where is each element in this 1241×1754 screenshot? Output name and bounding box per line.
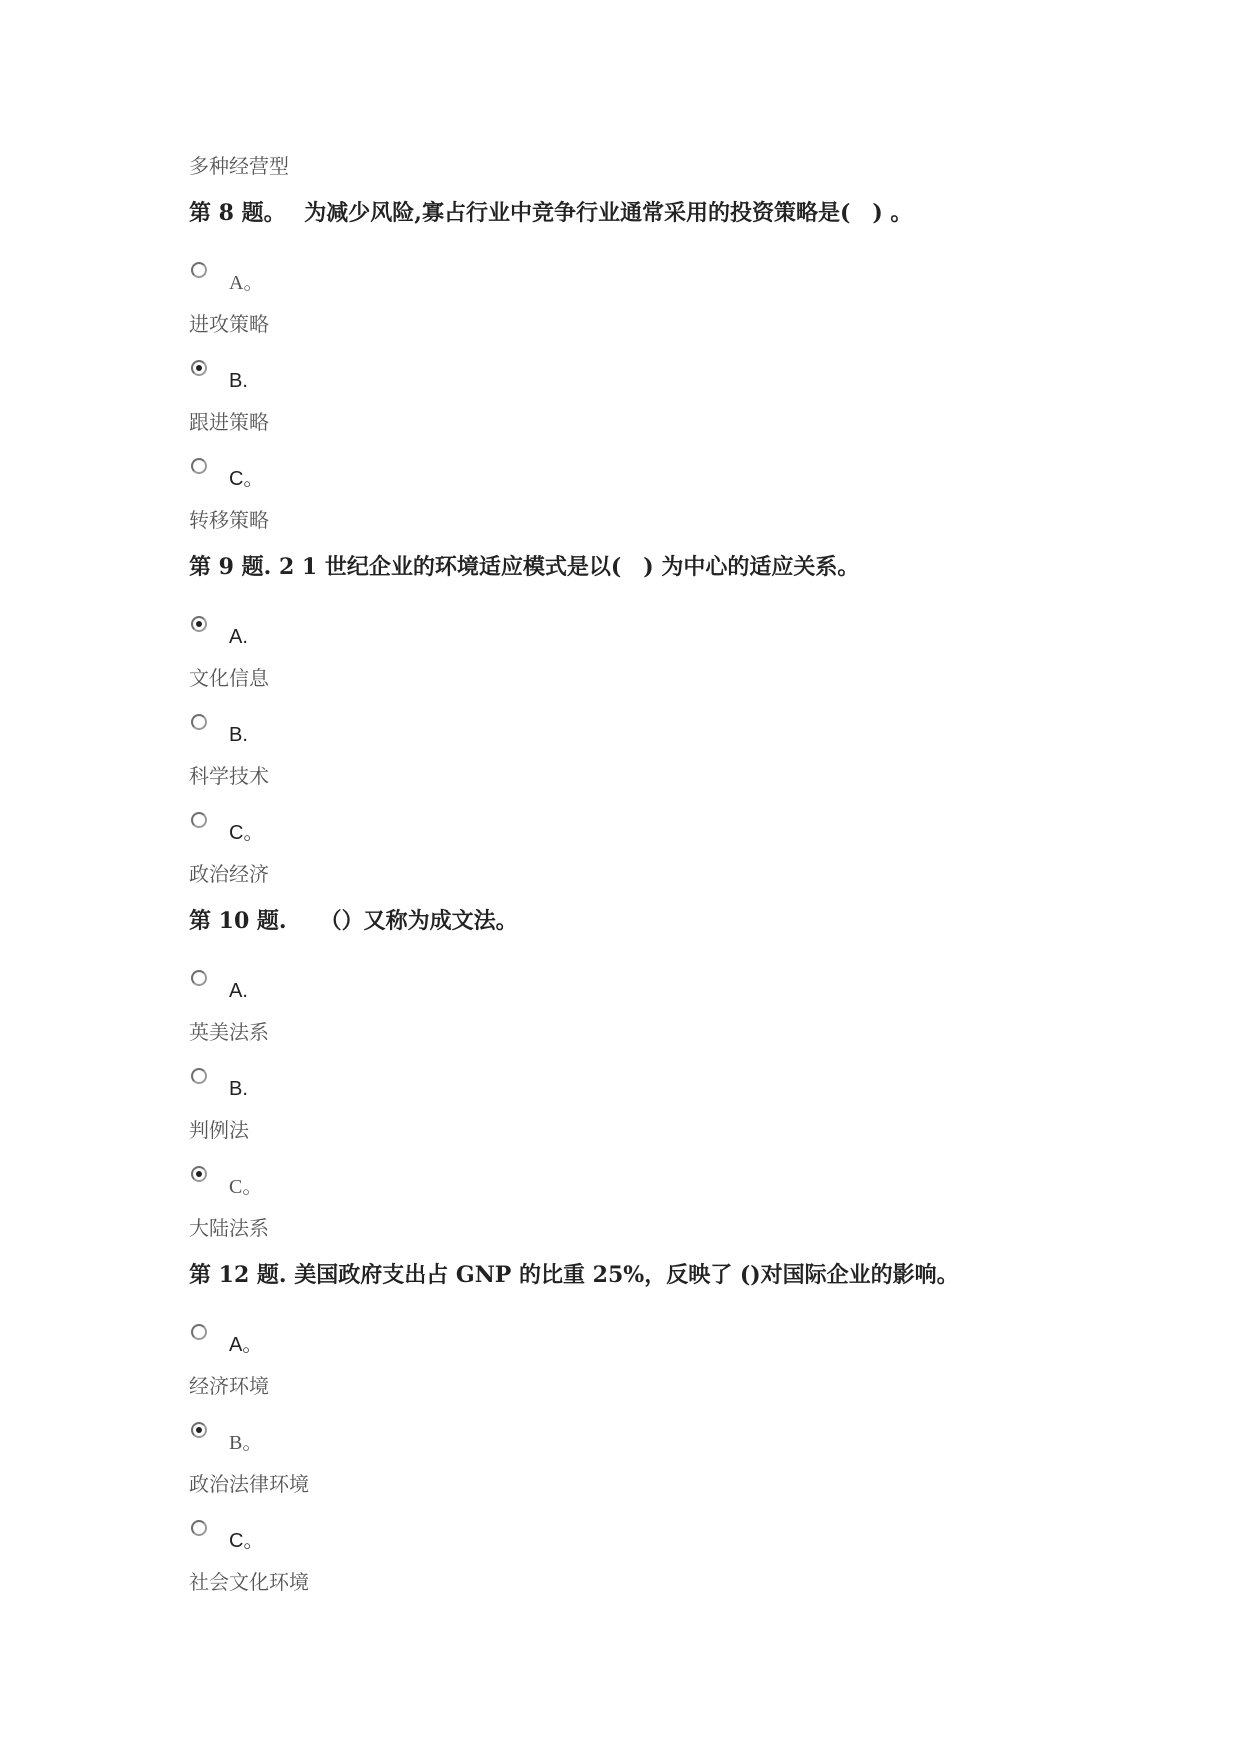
q12-option-b-text: 政治法律环境 <box>189 1472 309 1496</box>
q10-option-a-text: 英美法系 <box>189 1020 269 1044</box>
q9-option-c-radio[interactable] <box>191 812 207 828</box>
question-8-title: 第 8 题。 为减少风险,寡占行业中竞争行业通常采用的投资策略是( ) 。 <box>189 200 913 226</box>
q9-option-b-label: B. <box>229 724 248 746</box>
previous-answer-text: 多种经营型 <box>189 154 289 178</box>
q9-option-a-radio[interactable] <box>191 616 207 632</box>
q12-option-a-radio[interactable] <box>191 1324 207 1340</box>
q8-option-b-label: B. <box>229 370 248 392</box>
q8-option-b-text: 跟进策略 <box>189 410 269 434</box>
q8-option-c-radio[interactable] <box>191 458 207 474</box>
q9-option-c-label: C。 <box>229 822 264 844</box>
q9-option-b-radio[interactable] <box>191 714 207 730</box>
q8-option-c-text: 转移策略 <box>189 508 269 532</box>
q10-option-c-label: C。 <box>229 1176 263 1198</box>
q10-option-a-radio[interactable] <box>191 970 207 986</box>
q8-option-b-radio[interactable] <box>191 360 207 376</box>
q10-option-c-radio[interactable] <box>191 1166 207 1182</box>
q9-option-c-text: 政治经济 <box>189 862 269 886</box>
q12-option-a-text: 经济环境 <box>189 1374 269 1398</box>
q10-option-c-text: 大陆法系 <box>189 1216 269 1240</box>
q12-option-c-radio[interactable] <box>191 1520 207 1536</box>
q8-option-c-label: C。 <box>229 468 264 490</box>
q10-option-a-label: A. <box>229 980 248 1002</box>
q9-option-a-label: A. <box>229 626 248 648</box>
q9-option-b-text: 科学技术 <box>189 764 269 788</box>
q12-option-b-label: B。 <box>229 1432 263 1454</box>
q8-option-a-text: 进攻策略 <box>189 312 269 336</box>
q10-option-b-radio[interactable] <box>191 1068 207 1084</box>
q8-option-a-label: A。 <box>229 272 264 294</box>
q10-option-b-label: B. <box>229 1078 248 1100</box>
question-9-title: 第 9 题. 2 1 世纪企业的环境适应模式是以( ) 为中心的适应关系。 <box>189 554 860 580</box>
q12-option-a-label: A。 <box>229 1334 263 1356</box>
q9-option-a-text: 文化信息 <box>189 666 269 690</box>
q12-option-c-label: C。 <box>229 1530 264 1552</box>
q12-option-b-radio[interactable] <box>191 1422 207 1438</box>
question-12-title: 第 12 题. 美国政府支出占 GNP 的比重 25%，反映了 ()对国际企业的影响。 <box>189 1262 959 1288</box>
q12-option-c-text: 社会文化环境 <box>189 1570 309 1594</box>
question-10-title: 第 10 题. （）又称为成文法。 <box>189 908 518 934</box>
q8-option-a-radio[interactable] <box>191 262 207 278</box>
q10-option-b-text: 判例法 <box>189 1118 249 1142</box>
